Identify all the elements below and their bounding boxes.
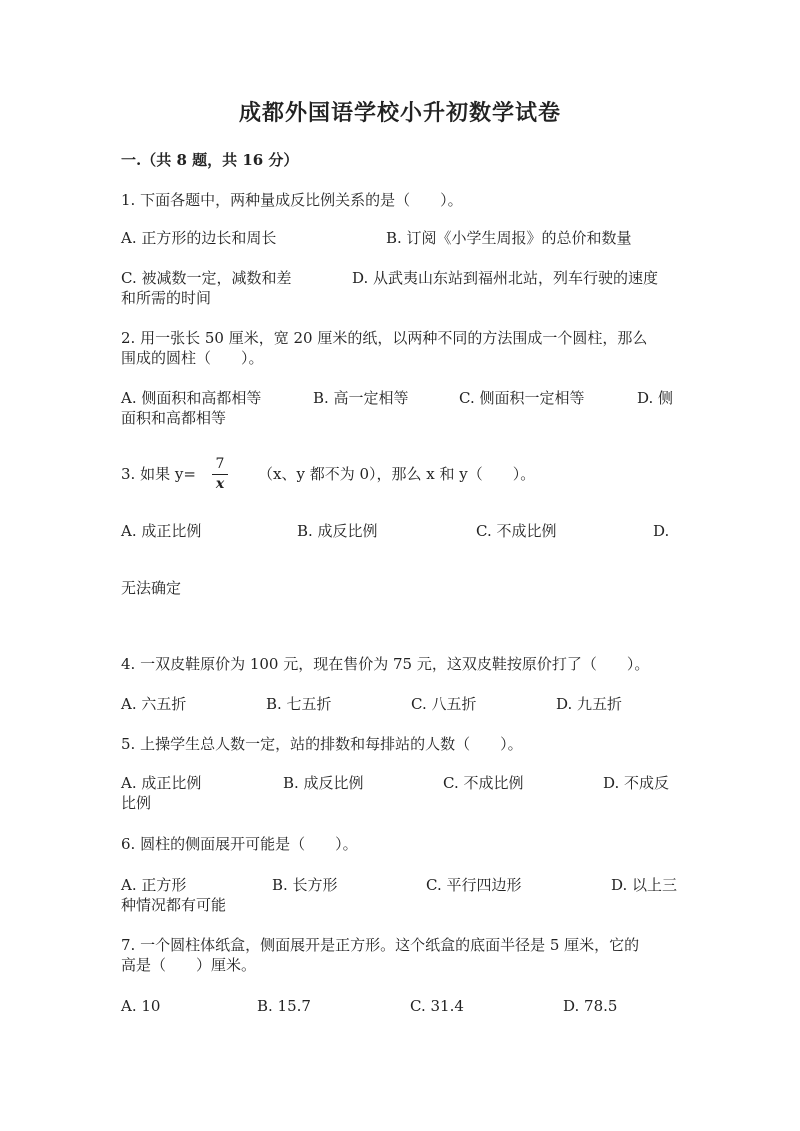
question-1-option-a: A. 正方形的边长和周长	[121, 229, 277, 247]
question-2-option-d-continued: 面积和高都相等	[121, 409, 227, 427]
question-1-option-b: B. 订阅《小学生周报》的总价和数量	[386, 229, 632, 247]
question-3-prefix: 3. 如果 y=	[121, 465, 196, 483]
question-5-option-d: D. 不成反	[603, 774, 670, 792]
question-5-option-c: C. 不成比例	[443, 774, 524, 792]
question-2-option-b: B. 高一定相等	[313, 389, 409, 407]
question-6-option-d-continued: 种情况都有可能	[121, 896, 227, 914]
question-1-option-d-continued: 和所需的时间	[121, 289, 212, 307]
question-6-option-c: C. 平行四边形	[426, 876, 522, 894]
section-heading: 一.（共 8 题，共 16 分）	[121, 151, 299, 169]
exam-title: 成都外国语学校小升初数学试卷	[238, 100, 561, 126]
question-7-option-d: D. 78.5	[563, 997, 618, 1015]
question-7-option-a: A. 10	[121, 997, 161, 1015]
question-7-option-b: B. 15.7	[257, 997, 311, 1015]
question-3-option-b: B. 成反比例	[297, 522, 378, 540]
question-7-stem-continued: 高是（ ）厘米。	[121, 956, 257, 974]
question-3-option-a: A. 成正比例	[121, 522, 202, 540]
fraction-seven-over-x	[212, 456, 228, 492]
question-1-option-d: D. 从武夷山东站到福州北站，列车行驶的速度	[352, 269, 659, 287]
question-3-option-d: D.	[653, 522, 670, 540]
question-5-option-d-continued: 比例	[121, 794, 152, 812]
question-2-option-c: C. 侧面积一定相等	[459, 389, 585, 407]
question-4-option-c: C. 八五折	[411, 695, 477, 713]
question-7-option-c: C. 31.4	[410, 997, 464, 1015]
question-6-stem: 6. 圆柱的侧面展开可能是（ ）。	[121, 835, 358, 853]
question-1-stem: 1. 下面各题中，两种量成反比例关系的是（ ）。	[121, 191, 463, 209]
question-6-option-b: B. 长方形	[272, 876, 338, 894]
question-4-option-b: B. 七五折	[266, 695, 332, 713]
question-4-stem: 4. 一双皮鞋原价为 100 元，现在售价为 75 元，这双皮鞋按原价打了（ ）。	[121, 655, 650, 673]
question-5-stem: 5. 上操学生总人数一定，站的排数和每排站的人数（ ）。	[121, 735, 523, 753]
question-5-option-b: B. 成反比例	[283, 774, 364, 792]
question-4-option-d: D. 九五折	[556, 695, 623, 713]
question-3-suffix: （x、y 都不为 0），那么 x 和 y（ ）。	[258, 465, 536, 483]
question-6-option-d: D. 以上三	[611, 876, 678, 894]
question-7-stem: 7. 一个圆柱体纸盒，侧面展开是正方形。这个纸盒的底面半径是 5 厘米，它的	[121, 936, 640, 954]
question-2-option-a: A. 侧面积和高都相等	[121, 389, 262, 407]
question-2-stem-continued: 围成的圆柱（ ）。	[121, 349, 264, 367]
question-1-option-c: C. 被减数一定，减数和差	[121, 269, 292, 287]
question-2-option-d: D. 侧	[637, 389, 674, 407]
question-3-option-d-continued: 无法确定	[121, 579, 182, 597]
fraction-numerator: 7	[215, 456, 225, 472]
question-2-stem: 2. 用一张长 50 厘米，宽 20 厘米的纸，以两种不同的方法围成一个圆柱，那么	[121, 329, 648, 347]
question-5-option-a: A. 成正比例	[121, 774, 202, 792]
question-3-option-c: C. 不成比例	[476, 522, 557, 540]
question-4-option-a: A. 六五折	[121, 695, 187, 713]
fraction-denominator: x	[215, 476, 225, 492]
question-6-option-a: A. 正方形	[121, 876, 187, 894]
